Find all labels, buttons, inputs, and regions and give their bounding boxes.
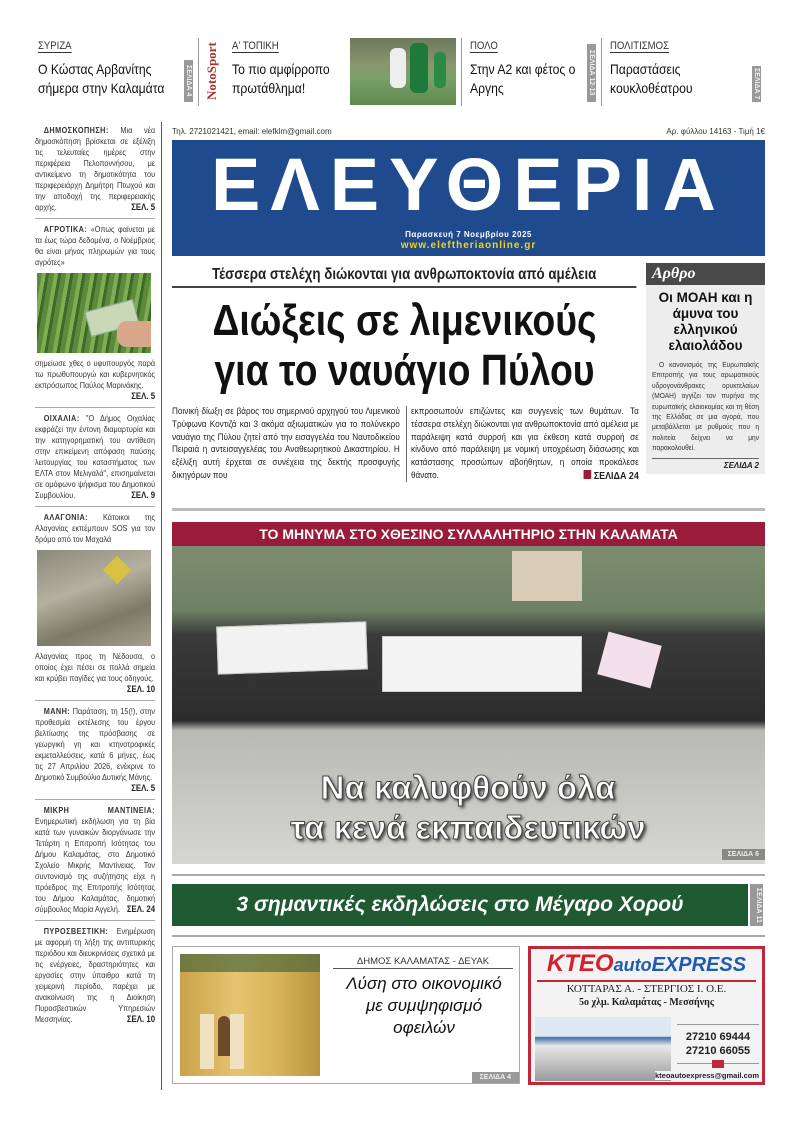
- brief-alagonia[interactable]: [35, 512, 155, 545]
- brief-oichalia[interactable]: [35, 413, 155, 501]
- page-tab: ΣΕΛΙΔΑ 4: [184, 60, 193, 102]
- teaser-text: Ο Κώστας Αρβανίτης σήμερα στην Καλαμάτα: [38, 61, 165, 96]
- brief-kicker: ΠΥΡΟΣΒΕΣΤΙΚΗ:: [43, 926, 109, 936]
- brief-text: Κάτοικοι της Αλαγονίας εκπέμπουν SOS για τον δρόμο από τον Μαχαλά: [35, 512, 156, 544]
- headline-line-2: για το ναυάγιο Πύλου: [214, 346, 595, 395]
- lead-page-ref: [584, 470, 639, 483]
- brief-kicker: ΜΙΚΡΗ ΜΑΝΤΙΝΕΙΑ:: [43, 805, 156, 815]
- contact-info: Τηλ. 2721021421, email: elefklm@gmail.com: [172, 127, 332, 136]
- teaser-section: Α' ΤΟΠΙΚΗ: [232, 40, 279, 52]
- issue-date: Παρασκευή 7 Νοεμβρίου 2025: [405, 230, 532, 239]
- opinion-title: Οι ΜΟΑΗ και η άμυνα του ελληνικού ελαιολάδου: [658, 290, 753, 353]
- brief-text: Ενημέρωση με αφορμή τη λήξη της αντιπυρικής περιόδου και διευκρινίσεις σχετικά με τις ενέργειες, δραστηριότητες και εργασίες στην ύπαιθρο κατά τη χειμερινή περίοδο, παρέχει με ανακοίνωση της η Διοίκηση Πυροσβεστικών Υπηρεσιών Μεσσηνίας.: [35, 926, 156, 1024]
- brief-text: Μια νέα δημοσκόπηση βρίσκεται σε εξέλιξη τις τελευταίες ημέρες στην περιφέρεια Πελοποννήσου, με αντικείμενο τη δημοτικότητα του περιφερειάρχη Δημήτρη Πτωχού και την αποδοχή της περιφερειακής αρχής.: [35, 125, 156, 212]
- newspaper-logo: ΕΛΕΥΘΕΡΙΑ: [211, 143, 726, 226]
- phone-icon: [677, 1024, 759, 1025]
- page-ref: ΣΕΛ. 5: [131, 783, 156, 793]
- page-ref: ΣΕΛΙΔΑ 4: [472, 1072, 519, 1083]
- divider: [601, 38, 602, 106]
- page-ref: ΣΕΛ. 9: [131, 490, 156, 500]
- lead-body-text: εκπροσωπούν επιζώντες και συγγενείς των θυμάτων. Τα τέσσερα στελέχη διώκονται για ανθρωποκτονία από αμέλεια με παράλειψη κατά συρροή και για έκθεση κατά συρροή σε κίνδυνο από παράλειψη με νομική υποχρέωση διάσωσης και κατάστασης προσώπων αβοήθητων, η οποία προκάλεσε θάνατο.: [411, 406, 639, 481]
- teaser-text: Στην Α2 και φέτος ο Αργης: [470, 61, 576, 96]
- logo-part: KTEO: [546, 950, 614, 977]
- divider: [35, 920, 155, 921]
- page-ref: ΣΕΛ. 5: [131, 391, 156, 401]
- teaser-syriza[interactable]: [38, 40, 177, 98]
- divider: [461, 38, 462, 106]
- teaser-text: Το πιο αμφίρροπο πρωτάθλημα!: [232, 61, 330, 96]
- website-url[interactable]: www.eleftheriaonline.gr: [400, 240, 537, 251]
- mail-icon: [677, 1063, 759, 1064]
- brief-kicker: ΑΛΑΓΟΝΙΑ:: [43, 512, 89, 522]
- divider: [198, 38, 199, 106]
- photo-story-banner: ΤΟ ΜΗΝΥΜΑ ΣΤΟ ΧΘΕΣΙΝΟ ΣΥΛΛΑΛΗΤΗΡΙΟ ΣΤΗΝ ΚΑΛΑΜΑΤΑ: [172, 522, 765, 546]
- divider: [35, 506, 155, 507]
- lead-headline[interactable]: [172, 296, 637, 396]
- divider: [35, 700, 155, 701]
- brief-agrotika[interactable]: [35, 224, 155, 268]
- brief-kicker: ΜΑΝΗ:: [43, 706, 71, 716]
- protest-banner: [216, 621, 368, 674]
- opinion-text: Ο κανονισμός της Ευρωπαϊκής Επιτροπής για τους αρωματικούς υδρογονάνθρακες ορυκτελαίων (ΜΟΑΗ) αγγίζει τον πυρήνα της ευρωπαϊκής ελαιοκομίας και τη θέση της Ελλάδας σε μια αγορά, που μεταβάλλεται με ρυθμούς που η πολιτεία δείχνει να μην παρακολουθεί.: [652, 360, 760, 453]
- logo-part: auto: [613, 955, 652, 975]
- ad-company: ΚΟΤΤΑΡΑΣ Α. - ΣΤΕΡΓΙΟΣ Ι. Ο.Ε.: [566, 983, 727, 995]
- title-line-2: τα κενά εκπαιδευτικών: [290, 809, 646, 846]
- building: [512, 551, 582, 601]
- page-ref: ΣΕΛ. 10: [126, 684, 156, 694]
- brief-pyrosvestiki[interactable]: [35, 926, 155, 1025]
- brief-text: Παράταση, τη 15(!), στην προθεσμία εκτέλεσης του έργου βελτίωσης της πρόσβασης σε γεωργική γη και κτηνοτροφικές εκμεταλλεύσεις, κατά 6 μήνες, έως τις 27 Απριλίου 2026, ενέκρινε το Δημοτικό Συμβούλιο Δυτικής Μάνης.: [35, 706, 156, 782]
- brief-kicker: ΟΙΧΑΛΙΑ:: [43, 413, 80, 423]
- opinion-page-ref: ΣΕΛΙΔΑ 2: [652, 458, 759, 470]
- brief-text: "Ο Δήμος Οιχαλίας εκφράζει την έντονη διαμαρτυρία και την κατηγορηματική του αντίθεση στην επικείμενη απόφαση παύσης λειτουργίας του καταστήματος των ΕΛΤΑ στον Μελιγαλά", επισημαίνεται σε ομόφωνο ψήφισμα του Δημοτικού Συμβουλίου.: [35, 413, 156, 500]
- brief-text: «Οπως φαίνεται με τα έως τώρα δεδομένα, ο Νοέμβριος θα είναι μήνας πληρωμών για τους αγρότες»: [35, 224, 156, 267]
- issue-info: Αρ. φύλλου 14163 - Τιμή 1€: [666, 127, 765, 136]
- brief-agrotika-cont: [35, 358, 155, 402]
- column-divider: [161, 122, 162, 1090]
- agriculture-money-photo: [37, 273, 151, 353]
- brief-text: Ενημερωτική εκδήλωση για τη βία κατά των γυναικών διοργάνωσε την Τετάρτη η Επιτροπή Ισότητας του Δήμου Καλαμάτας, στο Δημοτικό Σχολείο Μικρής Μαντίνειας. Τον συντονισμό της συζήτησης είχε η πρόεδρος της Επιτροπής Ισότητας του Δήμου Καλαμάτας, δημοτική σύμβουλος Μαρία Αγγελή.: [35, 816, 156, 914]
- teaser-section: ΣΥΡΙΖΑ: [38, 40, 72, 52]
- brief-kicker: ΔΗΜΟΣΚΟΠΗΣΗ:: [43, 125, 109, 135]
- deyak-story[interactable]: [172, 946, 520, 1084]
- opinion-box[interactable]: [646, 263, 765, 474]
- page-tab: ΣΕΛΙΔΑ 7: [752, 66, 761, 102]
- teaser-section: ΠΟΛΟ: [470, 40, 498, 52]
- ad-email[interactable]: kteoautoexpress@gmail.com: [654, 1071, 759, 1080]
- divider: [172, 508, 765, 511]
- page-tab: ΣΕΛΙΔΑ 12-13: [587, 44, 596, 102]
- headline-line-1: Διώξεις σε λιμενικούς: [212, 296, 597, 345]
- damaged-road-photo: [37, 550, 151, 646]
- notosport-logo: NotoSport: [204, 42, 219, 100]
- brief-text: Αλαγονίας προς τη Νέδουσα, ο οποίος έχει πέσει σε πολλά σημεία και κρύβει παγίδες για τους οδηγούς.: [35, 651, 156, 683]
- protest-banner: [382, 636, 582, 692]
- page-tab: ΣΕΛΙΔΑ 11: [750, 884, 763, 926]
- teaser-polo[interactable]: [470, 40, 578, 98]
- teaser-politismos[interactable]: [610, 40, 745, 98]
- lead-kicker: Τέσσερα στελέχη διώκονται για ανθρωποκτονία από αμέλεια: [172, 266, 636, 288]
- left-column: [35, 125, 155, 1025]
- teaser-text: Παραστάσεις κουκλοθέατρου: [610, 61, 693, 96]
- brief-mikri-mantineia[interactable]: [35, 805, 155, 915]
- deyak-headline: Λύση στο οικονομικό με συμψηφισμό οφειλών: [346, 974, 502, 1037]
- football-photo: [350, 38, 456, 105]
- page-ref: ΣΕΛΙΔΑ 24: [593, 469, 639, 482]
- divider: [172, 874, 765, 876]
- divider: [35, 799, 155, 800]
- protest-photo[interactable]: [172, 546, 765, 864]
- divider: [35, 218, 155, 219]
- masthead-banner: [172, 140, 765, 256]
- brief-text: σημείωσε χθες ο υφυπουργός παρά τω πρωθυπουργώ και κυβερνητικός εκπρόσωπος Παύλος Μαρινάκης.: [35, 358, 156, 390]
- ad-contacts: [677, 1019, 759, 1068]
- brief-mani[interactable]: [35, 706, 155, 794]
- protest-sign: [597, 632, 662, 689]
- ad-logo: [537, 951, 756, 982]
- brief-dimoskopisi[interactable]: [35, 125, 155, 213]
- divider: [406, 406, 407, 482]
- teaser-topiki[interactable]: [232, 40, 345, 98]
- kteo-ad[interactable]: [528, 946, 765, 1085]
- kteo-building-photo: [535, 1017, 671, 1081]
- logo-part: EXPRESS: [651, 954, 747, 976]
- page-ref: ΣΕΛΙΔΑ 6: [722, 849, 765, 860]
- brief-alagonia-cont: [35, 651, 155, 695]
- title-line-1: Να καλυφθούν όλα: [320, 769, 616, 806]
- divider: [172, 935, 765, 937]
- ad-phone-2: 27210 66055: [685, 1045, 751, 1057]
- green-headline-bar[interactable]: 3 σημαντικές εκδηλώσεις στο Μέγαρο Χορού: [172, 884, 748, 926]
- page-ref: ΣΕΛ. 5: [131, 202, 156, 212]
- brief-kicker: ΑΓΡΟΤΙΚΑ:: [43, 224, 88, 234]
- page-ref: ΣΕΛ. 10: [126, 1014, 156, 1024]
- ad-address: 5ο χλμ. Καλαμάτας - Μεσσήνης: [579, 997, 714, 1008]
- municipal-building-photo: [180, 954, 320, 1076]
- page-ref: ΣΕΛ. 24: [126, 904, 156, 914]
- teaser-section: ΠΟΛΙΤΙΣΜΟΣ: [610, 40, 669, 52]
- ad-phone-1: 27210 69444: [685, 1031, 751, 1043]
- photo-story-title: [218, 768, 718, 848]
- opinion-label: Αρθρο: [646, 263, 765, 285]
- lead-body-col1: Ποινική δίωξη σε βάρος του σημερινού αρχηγού του Λιμενικού Τρύφωνα Κοντιζά και 3 ακόμα αξιωματικών για το πολύνεκρο ναυάγιο της Πύλου ζητεί από την εισαγγελέα του Ναυτοδικείου Πειραιά η αντεισαγγελέας του Αναθεωρητικού Δικαστηρίου. Η εξέλιξη αυτή έρχεται σε συνέχεια της δεκτής προσφυγής δικηγόρων που: [172, 406, 400, 481]
- deyak-section: ΔΗΜΟΣ ΚΑΛΑΜΑΤΑΣ - ΔΕΥΑΚ: [333, 956, 513, 969]
- divider: [35, 407, 155, 408]
- lead-body-col2: [411, 406, 639, 483]
